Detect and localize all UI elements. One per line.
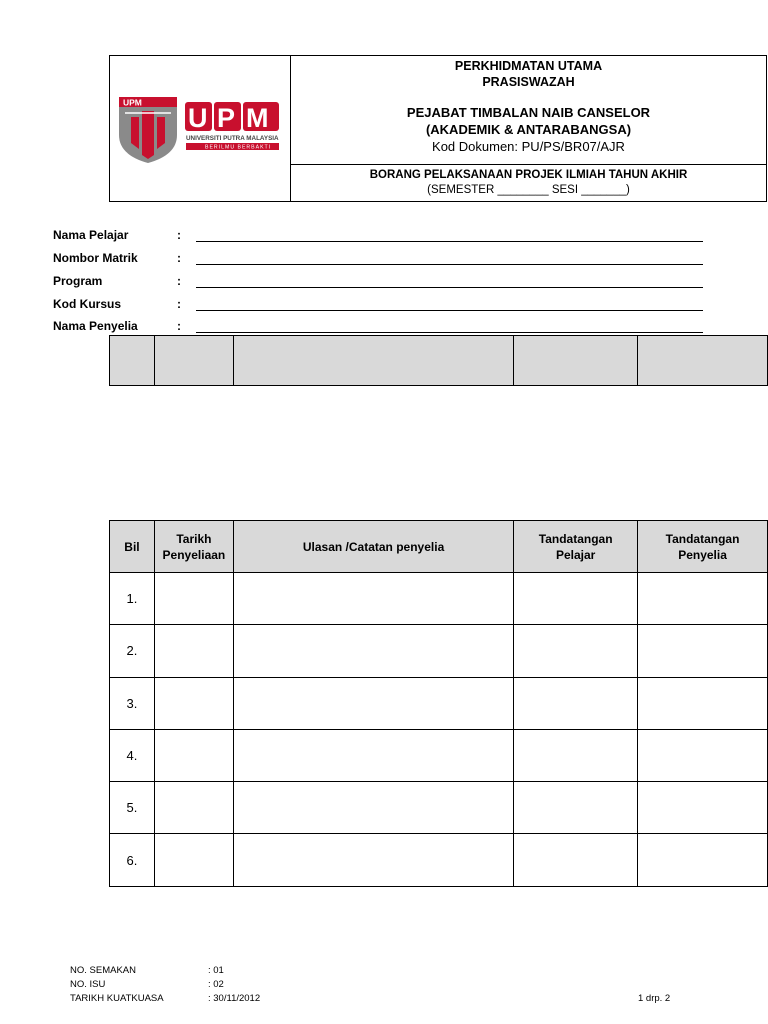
field-line-kod-kursus[interactable]: [196, 310, 703, 311]
field-line-nombor-matrik[interactable]: [196, 264, 703, 265]
table-row: [110, 625, 768, 677]
logo-cell: [109, 55, 291, 202]
footer-label-kuatkuasa: TARIKH KUATKUASA: [70, 993, 164, 1004]
field-colon: :: [177, 228, 181, 242]
document-code: Kod Dokumen: PU/PS/BR07/AJR: [432, 139, 625, 154]
blank-header-cell: [110, 336, 155, 386]
student-signature-cell[interactable]: [514, 729, 638, 781]
table-row: [110, 834, 768, 886]
svg-text:BERILMU BERBAKTI: BERILMU BERBAKTI: [205, 144, 272, 151]
column-header-ulasan: Ulasan /Catatan penyelia: [233, 521, 513, 573]
field-colon: :: [177, 251, 181, 265]
student-signature-cell[interactable]: [514, 677, 638, 729]
upm-wordmark: [185, 102, 279, 151]
footer-value-kuatkuasa: : 30/11/2012: [208, 993, 261, 1004]
field-label-program: Program: [53, 274, 103, 288]
remarks-cell[interactable]: [233, 729, 513, 781]
remarks-cell[interactable]: [233, 677, 513, 729]
footer-value-semakan: : 01: [208, 965, 224, 976]
column-header-tarikh: Tarikh Penyeliaan: [154, 521, 233, 573]
remarks-cell[interactable]: [233, 782, 513, 834]
svg-text:UNIVERSITI PUTRA MALAYSIA: UNIVERSITI PUTRA MALAYSIA: [186, 135, 279, 142]
date-cell[interactable]: [154, 834, 233, 886]
blank-header-cell: [233, 336, 514, 386]
remarks-cell[interactable]: [233, 573, 513, 625]
footer-label-isu: NO. ISU: [70, 979, 106, 990]
form-title-block: [290, 164, 767, 202]
date-cell[interactable]: [154, 573, 233, 625]
blank-header-cell: [638, 336, 768, 386]
student-signature-cell[interactable]: [514, 625, 638, 677]
date-cell[interactable]: [154, 677, 233, 729]
table-row: [110, 573, 768, 625]
supervision-log-table: [109, 520, 768, 887]
svg-text:M: M: [246, 103, 269, 133]
table-row: [110, 782, 768, 834]
table-row: [110, 677, 768, 729]
remarks-cell[interactable]: [233, 625, 513, 677]
field-colon: :: [177, 274, 181, 288]
svg-text:P: P: [217, 103, 236, 133]
field-label-nama-penyelia: Nama Penyelia: [53, 319, 138, 333]
field-label-nama-pelajar: Nama Pelajar: [53, 228, 129, 242]
header-line-4: (AKADEMIK & ANTARABANGSA): [425, 122, 632, 137]
row-number: 1.: [110, 573, 155, 625]
field-colon: :: [177, 297, 181, 311]
table-row: [110, 729, 768, 781]
svg-text:UPM: UPM: [123, 97, 142, 108]
date-cell[interactable]: [154, 625, 233, 677]
column-header-tandatangan-pelajar: Tandatangan Pelajar: [514, 521, 638, 573]
page-number: 1 drp. 2: [638, 993, 671, 1004]
header-line-1: PERKHIDMATAN UTAMA: [454, 59, 603, 73]
column-header-bil: Bil: [110, 521, 155, 573]
upm-logo: [109, 55, 291, 202]
blank-header-cell: [514, 336, 638, 386]
svg-text:U: U: [188, 103, 208, 133]
supervisor-signature-cell[interactable]: [638, 834, 768, 886]
field-line-nama-penyelia[interactable]: [196, 332, 703, 333]
blank-header-cell: [154, 336, 233, 386]
column-header-tandatangan-penyelia: Tandatangan Penyelia: [638, 521, 768, 573]
form-title: BORANG PELAKSANAAN PROJEK ILMIAH TAHUN AKHIR: [369, 169, 688, 181]
header-title-block: [290, 55, 767, 164]
supervisor-signature-cell[interactable]: [638, 782, 768, 834]
field-label-kod-kursus: Kod Kursus: [53, 297, 122, 311]
upm-crest-icon: [119, 97, 177, 163]
field-line-nama-pelajar[interactable]: [196, 241, 703, 242]
supervisor-signature-cell[interactable]: [638, 677, 768, 729]
row-number: 5.: [110, 782, 155, 834]
student-signature-cell[interactable]: [514, 834, 638, 886]
supervisor-signature-cell[interactable]: [638, 625, 768, 677]
remarks-cell[interactable]: [233, 834, 513, 886]
row-number: 3.: [110, 677, 155, 729]
blank-header-table: [109, 335, 768, 386]
supervisor-signature-cell[interactable]: [638, 573, 768, 625]
field-label-nombor-matrik: Nombor Matrik: [53, 251, 138, 265]
header-line-3: PEJABAT TIMBALAN NAIB CANSELOR: [406, 105, 651, 120]
table-header-row: [110, 521, 768, 573]
row-number: 2.: [110, 625, 155, 677]
row-number: 6.: [110, 834, 155, 886]
student-signature-cell[interactable]: [514, 782, 638, 834]
footer-label-semakan: NO. SEMAKAN: [70, 965, 136, 976]
form-subtitle: (SEMESTER ________ SESI _______): [427, 184, 630, 196]
field-colon: :: [177, 319, 181, 333]
date-cell[interactable]: [154, 729, 233, 781]
student-signature-cell[interactable]: [514, 573, 638, 625]
field-line-program[interactable]: [196, 287, 703, 288]
supervisor-signature-cell[interactable]: [638, 729, 768, 781]
footer-value-isu: : 02: [208, 979, 224, 990]
date-cell[interactable]: [154, 782, 233, 834]
row-number: 4.: [110, 729, 155, 781]
header-line-2: PRASISWAZAH: [482, 75, 575, 89]
